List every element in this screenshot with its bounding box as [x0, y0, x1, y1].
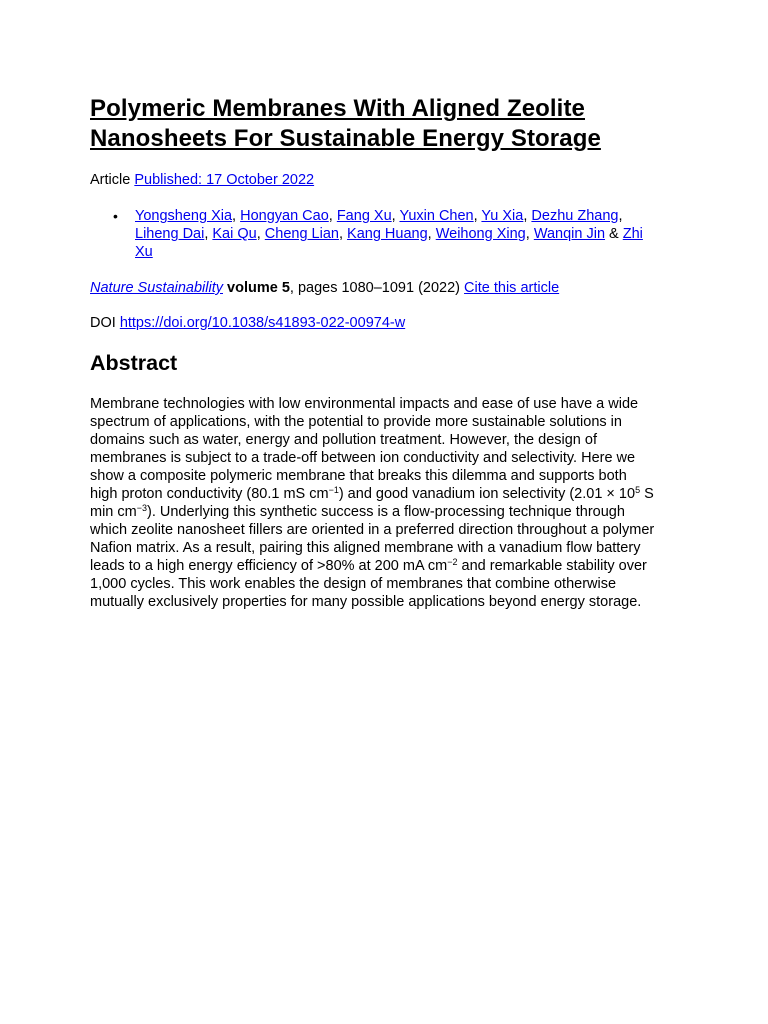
- abstract-line: [90, 503, 690, 521]
- author-link[interactable]: Zhi: [622, 226, 643, 242]
- author-list: [113, 207, 673, 261]
- title-line-1[interactable]: Polymeric Membranes With Aligned Zeolite: [90, 95, 585, 122]
- doi-link[interactable]: https://doi.org/10.1038/s41893-022-00974-w: [119, 315, 406, 331]
- abstract-text: ) and good vanadium ion selectivity (2.01 × 10: [338, 486, 636, 502]
- abstract-line: Membrane technologies with low environmental impacts and ease of use have a wide: [90, 396, 639, 412]
- superscript: −2: [447, 557, 458, 567]
- doi-label: DOI: [90, 315, 120, 331]
- citation-line: [90, 279, 559, 297]
- pages-text: , pages 1080–1091 (2022): [289, 280, 465, 296]
- published-date-link[interactable]: Published: 17 October 2022: [134, 172, 315, 188]
- abstract-line: spectrum of applications, with the potential to provide more sustainable solutions in: [90, 414, 622, 430]
- author-link[interactable]: Hongyan Cao: [240, 208, 329, 224]
- abstract-text: ). Underlying this synthetic success is a flow-processing technique through: [147, 504, 625, 520]
- abstract-text: leads to a high energy efficiency of >80% at 200 mA cm: [90, 558, 448, 574]
- article-type-label: Article: [90, 172, 131, 188]
- superscript: −3: [136, 503, 147, 513]
- abstract-line: Nafion matrix. As a result, pairing this aligned membrane with a vanadium flow battery: [90, 540, 641, 556]
- author-separator: &: [605, 226, 623, 242]
- author-separator: ,: [473, 208, 482, 224]
- abstract-text: min cm: [90, 504, 137, 520]
- abstract-line: membranes is subject to a trade-off between ion conductivity and selectivity. Here we: [90, 450, 636, 466]
- cite-this-article-link[interactable]: Cite this article: [464, 280, 560, 296]
- abstract-line: mutually exclusively properties for many possible applications beyond energy storage.: [90, 594, 642, 610]
- abstract-text: and remarkable stability over: [457, 558, 647, 574]
- author-separator: ,: [525, 226, 534, 242]
- author-line-3: [135, 243, 673, 261]
- abstract-heading: Abstract: [90, 351, 178, 375]
- article-title[interactable]: [90, 94, 690, 154]
- volume-label: volume 5: [227, 280, 290, 296]
- author-separator: ,: [328, 208, 337, 224]
- abstract-line: 1,000 cycles. This work enables the design of membranes that combine otherwise: [90, 576, 617, 592]
- abstract-body: [90, 395, 690, 611]
- author-separator: ,: [391, 208, 400, 224]
- author-separator: ,: [256, 226, 265, 242]
- author-separator: ,: [618, 208, 623, 224]
- author-separator: ,: [523, 208, 532, 224]
- author-link[interactable]: Dezhu Zhang: [531, 208, 619, 224]
- superscript: −1: [328, 485, 339, 495]
- abstract-line: domains such as water, energy and pollution treatment. However, the design of: [90, 432, 597, 448]
- title-line-2[interactable]: Nanosheets For Sustainable Energy Storage: [90, 125, 601, 152]
- author-separator: ,: [204, 226, 213, 242]
- publication-line: [90, 171, 314, 189]
- author-link[interactable]: Kai Qu: [212, 226, 257, 242]
- abstract-text: S: [640, 486, 654, 502]
- author-link[interactable]: Fang Xu: [336, 208, 392, 224]
- author-link[interactable]: Liheng Dai: [135, 226, 205, 242]
- author-list-item: [113, 207, 673, 261]
- abstract-line: show a composite polymeric membrane that breaks this dilemma and supports both: [90, 468, 627, 484]
- author-link[interactable]: Yuxin Chen: [399, 208, 474, 224]
- author-link[interactable]: Weihong Xing: [435, 226, 526, 242]
- author-separator: ,: [232, 208, 241, 224]
- author-link[interactable]: Yu Xia: [481, 208, 524, 224]
- author-link[interactable]: Kang Huang: [347, 226, 428, 242]
- author-line-1: [135, 207, 673, 225]
- author-line-2: [135, 225, 673, 243]
- bullet-icon: •: [113, 208, 118, 224]
- author-link[interactable]: Wanqin Jin: [533, 226, 606, 242]
- author-separator: ,: [427, 226, 436, 242]
- journal-link[interactable]: Nature Sustainability: [90, 280, 223, 296]
- abstract-line: [90, 485, 690, 503]
- superscript: 5: [635, 485, 641, 495]
- doi-line: [90, 314, 405, 332]
- author-link[interactable]: Xu: [135, 244, 153, 260]
- author-link[interactable]: Yongsheng Xia: [135, 208, 233, 224]
- author-separator: ,: [338, 226, 348, 242]
- abstract-text: high proton conductivity (80.1 mS cm: [90, 486, 329, 502]
- abstract-line: which zeolite nanosheet fillers are oriented in a preferred direction throughout a polymer: [90, 522, 655, 538]
- author-link[interactable]: Cheng Lian: [264, 226, 339, 242]
- abstract-line: [90, 557, 690, 575]
